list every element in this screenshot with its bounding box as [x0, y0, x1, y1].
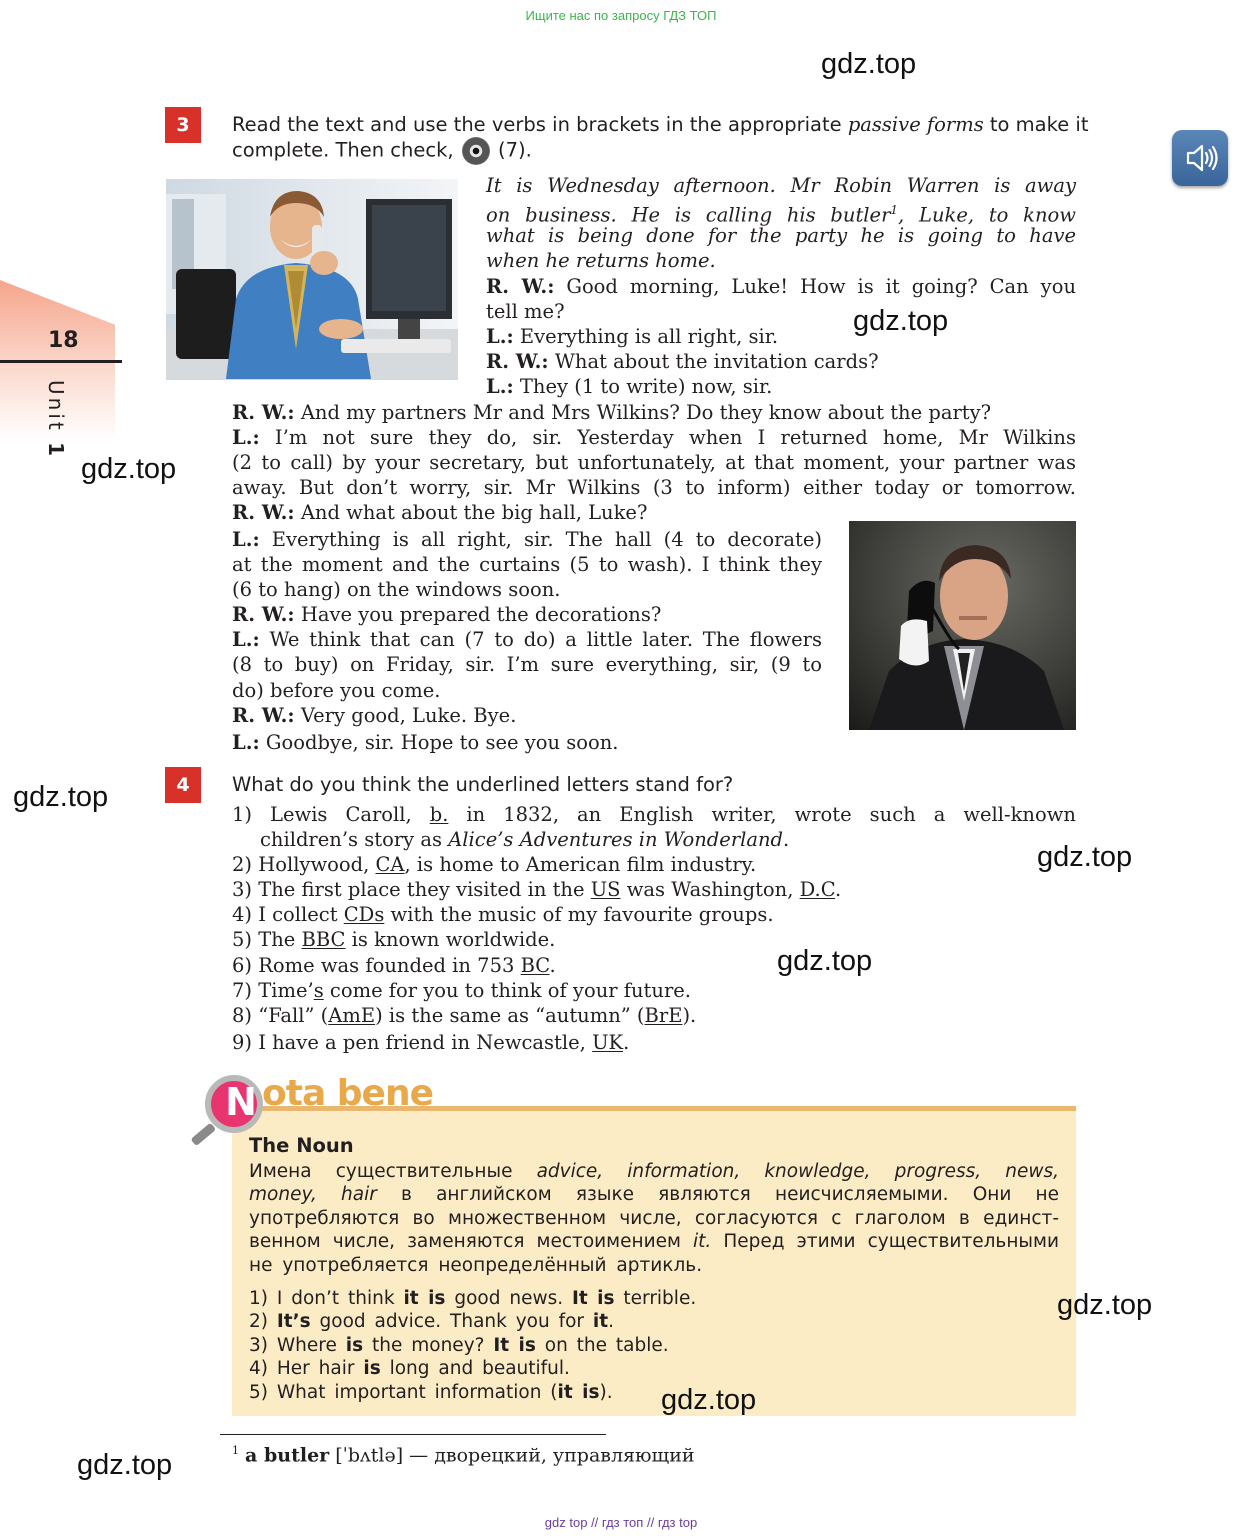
dialogue-block-1	[486, 274, 1076, 399]
cd-icon	[462, 137, 490, 165]
intro-line: when he returns home.	[486, 249, 716, 273]
nota-bene-title-text: ota bene	[262, 1073, 433, 1114]
footer-link-2[interactable]: гдз топ	[601, 1515, 644, 1530]
instr-line2: complete. Then check,	[232, 138, 454, 162]
watermark: gdz.top	[821, 48, 917, 80]
dialogue-block-2	[232, 400, 1076, 525]
watermark: gdz.top	[1037, 841, 1133, 873]
exercise-3-number: 3	[165, 107, 201, 143]
dialogue-line: L.: We think that can (7 to do) a little later. The flowers	[232, 628, 822, 652]
body-line: венном числе, заменяются местоимением it. Перед этими существительными	[249, 1231, 1060, 1253]
dialogue-line: R. W.: And what about the big hall, Luke?	[232, 501, 648, 525]
top-banner[interactable]: Ищите нас по запросу ГДЗ ТОП	[525, 8, 717, 23]
footnote-number: 1	[232, 1444, 239, 1457]
dialogue-line: L.: Goodbye, sir. Hope to see you soon.	[232, 730, 619, 754]
dialogue-line: do) before you come.	[232, 678, 441, 702]
exercise-3-intro	[486, 173, 1076, 273]
example-line: 3) Where is the money? It is on the table.	[249, 1334, 669, 1356]
list-item: 2) Hollywood, CA, is home to American film industry.	[232, 853, 757, 877]
dialogue-line: (2 to call) by your secretary, but unfortunately, at that moment, your partner was	[232, 451, 1076, 475]
watermark: gdz.top	[853, 305, 949, 337]
dialogue-line: R. W.: Good morning, Luke! How is it going? Can you	[486, 275, 1076, 298]
speaker-icon	[1182, 140, 1218, 176]
exercise-4-number: 4	[165, 767, 201, 803]
nota-bene-body	[249, 1160, 1059, 1277]
footnote-translation: [ˈbʌtlə] — дворецкий, управляющий	[329, 1444, 695, 1467]
footnote	[232, 1438, 695, 1468]
unit-number: 1	[44, 442, 68, 459]
dialogue-line: R. W.: What about the invitation cards?	[486, 350, 879, 374]
list-item: 4) I collect CDs with the music of my favourite groups.	[232, 903, 774, 927]
dialogue-line: R. W.: Have you prepared the decorations?	[232, 603, 662, 627]
nota-bene-heading: The Noun	[249, 1134, 354, 1157]
footer-link-3[interactable]: гдз top	[657, 1515, 698, 1530]
footer-links	[0, 1515, 1242, 1530]
watermark: gdz.top	[661, 1384, 757, 1416]
list-item: 5) The BBC is known worldwide.	[232, 928, 556, 952]
footer-sep-2: //	[646, 1515, 655, 1530]
intro-line: It is Wednesday afternoon. Mr Robin Warren is away	[486, 174, 1076, 197]
nota-bene-title	[262, 1072, 433, 1116]
dialogue-line: L.: Everything is all right, sir. The hall (4 to decorate)	[232, 528, 822, 551]
instr-part-b: to make it	[983, 113, 1089, 136]
photo-man-on-phone	[166, 179, 458, 380]
footer-link-1[interactable]: gdz top	[544, 1515, 588, 1530]
page-number: 18	[48, 328, 79, 353]
dialogue-line: at the moment and the curtains (5 to wash). I think they	[232, 553, 822, 577]
example-line: 5) What important information (it is).	[249, 1381, 613, 1403]
intro-line: on business. He is calling his butler$^1$, Luke, to know	[486, 203, 1076, 227]
instr-track: (7).	[498, 138, 532, 162]
dialogue-block-3	[232, 527, 822, 755]
unit-word: Unit	[44, 380, 68, 433]
footnote-rule	[220, 1434, 606, 1435]
dialogue-line: L.: Everything is all right, sir.	[486, 325, 779, 349]
watermark: gdz.top	[81, 453, 177, 485]
list-item: 1) Lewis Caroll, b. in 1832, an English writer, wrote such a well-known	[232, 803, 1076, 826]
nota-bene-examples	[249, 1287, 696, 1404]
dialogue-line: (6 to hang) on the windows soon.	[232, 578, 561, 602]
nota-bene-title-n: N	[225, 1080, 257, 1124]
body-line: не употребляется неопределённый артикль.	[249, 1254, 703, 1276]
footer-sep-1: //	[591, 1515, 599, 1530]
list-item: 3) The first place they visited in the US was Washington, D.C.	[232, 878, 842, 902]
list-item: 7) Time’s come for you to think of your future.	[232, 978, 692, 1002]
watermark: gdz.top	[13, 781, 109, 813]
body-line: money, hair в английском языке являются неисчисляемыми. Они не	[249, 1184, 1060, 1206]
list-item: 6) Rome was founded in 753 BC.	[232, 953, 556, 977]
exercise-4-instruction: What do you think the underlined letters stand for?	[232, 773, 734, 796]
dialogue-line: tell me?	[486, 300, 565, 324]
dialogue-line: R. W.: And my partners Mr and Mrs Wilkins? Do they know about the party?	[232, 401, 992, 424]
footnote-ref: 1	[890, 203, 899, 218]
watermark: gdz.top	[777, 945, 873, 977]
dialogue-line: (8 to buy) on Friday, sir. I’m sure everything, sir, (9 to	[232, 653, 822, 677]
body-line: Имена существительные advice, information, knowledge, progress, news,	[249, 1161, 1059, 1182]
page-number-rule	[0, 360, 122, 363]
example-line: 4) Her hair is long and beautiful.	[249, 1358, 570, 1380]
list-item: 9) I have a pen friend in Newcastle, UK.	[232, 1030, 630, 1054]
body-line: употребляются во множественном числе, согласуются с глаголом в единст-	[249, 1207, 1059, 1229]
example-line: 1) I don’t think it is good news. It is terrible.	[249, 1288, 697, 1309]
dialogue-line: R. W.: Very good, Luke. Bye.	[232, 703, 517, 727]
watermark: gdz.top	[77, 1449, 173, 1481]
audio-play-button[interactable]	[1172, 130, 1228, 186]
dialogue-line: L.: I’m not sure they do, sir. Yesterday when I returned home, Mr Wilkins	[232, 426, 1076, 450]
instr-part-a: Read the text and use the verbs in brackets in the appropriate	[232, 113, 848, 136]
exercise-3-instruction	[232, 112, 1089, 165]
example-line: 2) It’s good advice. Thank you for it.	[249, 1311, 614, 1333]
dialogue-line: away. But don’t worry, sir. Mr Wilkins (3 to inform) either today or tomorrow.	[232, 476, 1076, 500]
list-item: 8) “Fall” (AmE) is the same as “autumn” (BrE).	[232, 1003, 697, 1027]
list-item: children’s story as Alice’s Adventures in Wonderland.	[260, 828, 790, 852]
instr-emphasis: passive forms	[847, 113, 984, 136]
footnote-word: a butler	[245, 1444, 330, 1467]
exercise-4-list	[232, 802, 1076, 1055]
intro-line: what is being done for the party he is going to have	[486, 224, 1076, 248]
watermark: gdz.top	[1057, 1289, 1153, 1321]
dialogue-line: L.: They (1 to write) now, sir.	[486, 375, 773, 399]
photo-butler-on-phone	[849, 521, 1076, 730]
unit-label	[44, 380, 68, 459]
